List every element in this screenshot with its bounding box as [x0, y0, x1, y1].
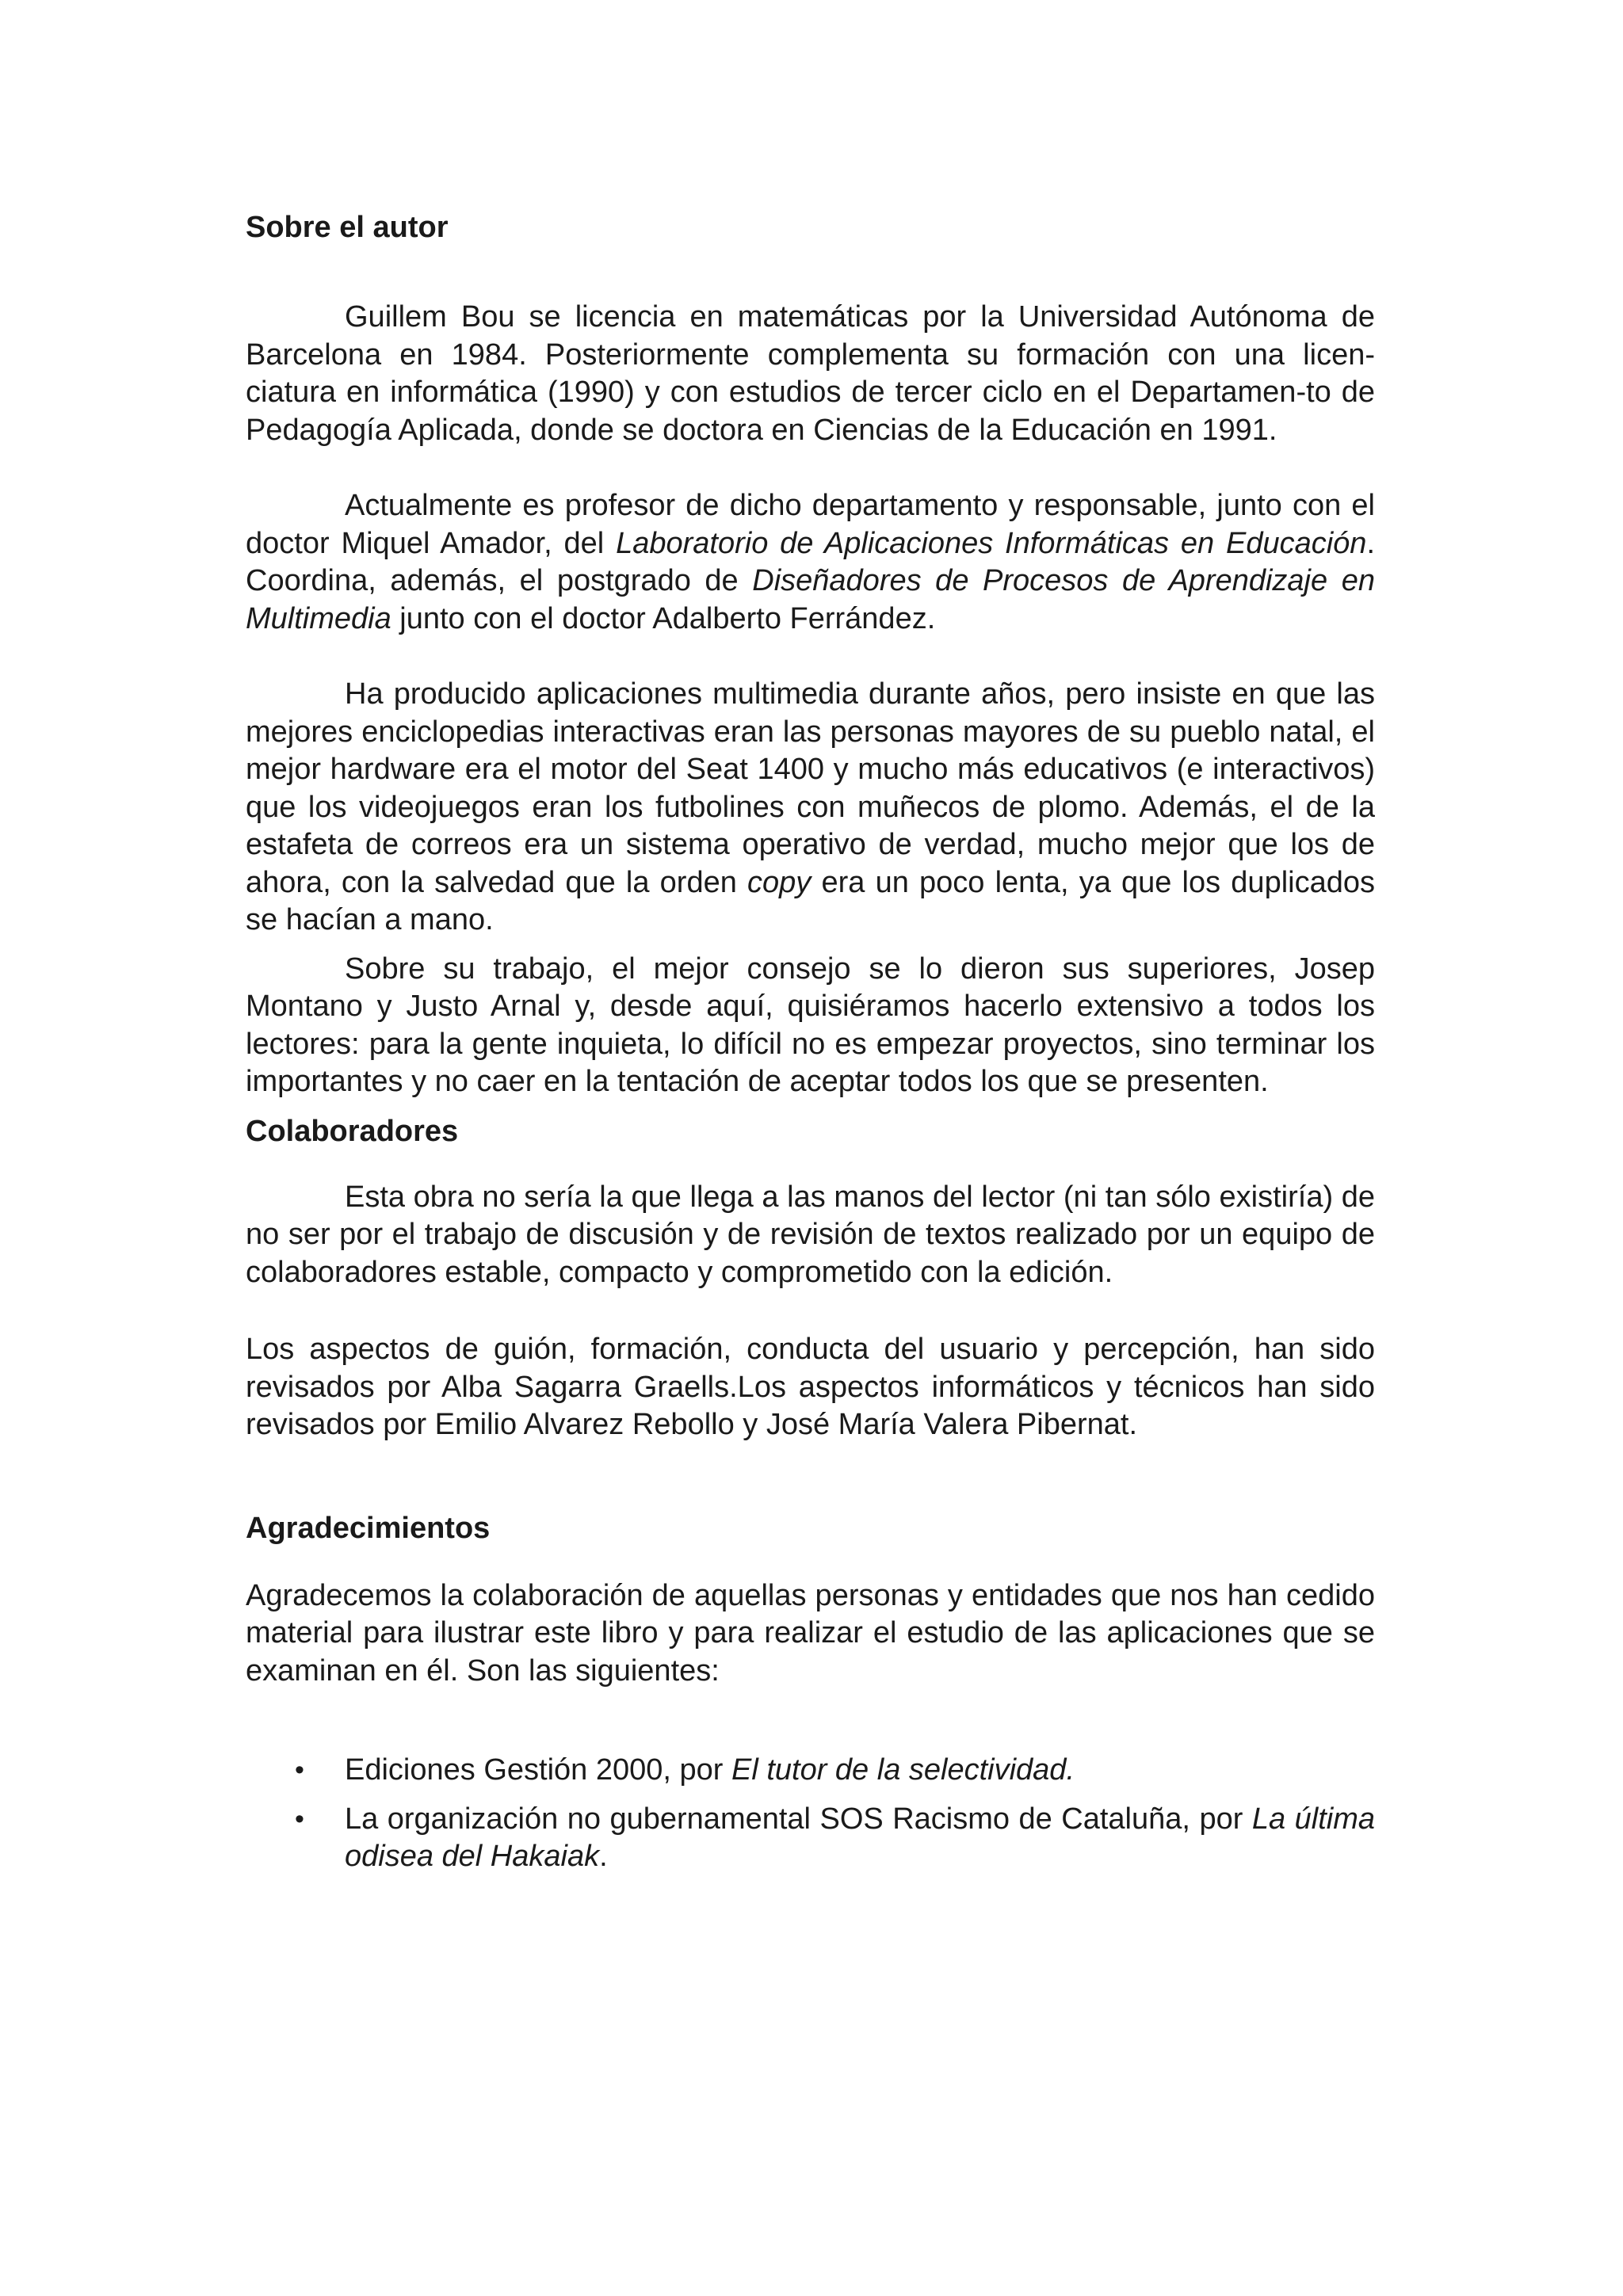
text-run: . Coordina, además, el postgrado de — [246, 526, 1375, 597]
list-item — [246, 1801, 1375, 1876]
heading-agradecimientos: Agradecimientos — [246, 1511, 491, 1545]
list-item — [246, 1752, 1375, 1790]
text-run: . — [599, 1840, 608, 1873]
paragraph-colaboradores-2: Los aspectos de guión, formación, conducta del usuario y percepción, han sido revisados por Alba Sagarra Graells.Los aspectos informáticos y técnicos han sido revisados por Emilio Alvarez Rebollo y José María Valera Pibernat. — [246, 1333, 1375, 1441]
italic-lab-name: Laboratorio de Aplicaciones Informáticas en Educación — [616, 526, 1367, 560]
document-body — [246, 208, 1375, 1876]
text-run: Ediciones Gestión 2000, por — [345, 1753, 731, 1787]
text-run: La organización no gubernamental SOS Racismo de Cataluña, por — [345, 1802, 1252, 1836]
italic-title: La última odisea del Hakaiak — [345, 1802, 1375, 1873]
paragraph-autor-1: Guillem Bou se licencia en matemáticas por la Universidad Autónoma de Barcelona en 1984. Posteriormente complementa su formación con una licen-ciatura en informática (1990) y con estudios de tercer ciclo en el Departamen-to de Pedagogía Aplicada, donde se doctora en Ciencias de la Educación en 1991. — [246, 300, 1375, 447]
italic-postgrado-name: Diseñadores de Procesos de Aprendizaje en Multimedia — [246, 564, 1375, 635]
heading-colaboradores: Colaboradores — [246, 1114, 459, 1148]
bullet-icon: • — [295, 1803, 304, 1834]
text-run: Ha producido aplicaciones multimedia durante años, pero insiste en que las mejores enciclopedias interactivas eran las personas mayores de su pueblo natal, el mejor hardware era el motor del Seat 1400 y mucho más educativos (e interactivos) que los videojuegos eran los futbolines con muñecos de plomo. Además, el de la estafeta de correos era un sistema operativo de verdad, mucho mejor que los de ahora, con la salvedad que la orden — [246, 677, 1375, 899]
text-run: Actualmente es profesor de dicho departamento y responsable, junto con el doctor Miquel Amador, del — [246, 489, 1375, 560]
paragraph-autor-4: Sobre su trabajo, el mejor consejo se lo dieron sus superiores, Josep Montano y Justo Arnal y, desde aquí, quisiéramos hacerlo extensivo a todos los lectores: para la gente inquieta, lo difícil no es empezar proyectos, sino terminar los importantes y no caer en la tentación de aceptar todos los que se presenten. — [246, 952, 1375, 1098]
paragraph-autor-2 — [246, 487, 1375, 638]
acknowledgements-list — [246, 1752, 1375, 1876]
text-run: era un poco lenta, ya que los duplicados se hacían a mano. — [246, 865, 1375, 936]
paragraph-colaboradores-1: Esta obra no sería la que llega a las manos del lector (ni tan sólo existiría) de no ser por el trabajo de discusión y de revisión de textos realizado por un equipo de colaboradores estable, compacto y comprometido con la edición. — [246, 1180, 1375, 1289]
italic-title: El tutor de la selectividad. — [731, 1753, 1075, 1787]
italic-copy: copy — [747, 865, 812, 899]
paragraph-agradecimientos: Agradecemos la colaboración de aquellas personas y entidades que nos han cedido material para ilustrar este libro y para realizar el estudio de las aplicaciones que se examinan en él. Son las siguientes: — [246, 1578, 1375, 1688]
paragraph-autor-3 — [246, 676, 1375, 940]
heading-sobre-el-autor: Sobre el autor — [246, 211, 449, 244]
text-run: junto con el doctor Adalberto Ferrández. — [391, 601, 936, 635]
bullet-icon: • — [295, 1755, 304, 1785]
